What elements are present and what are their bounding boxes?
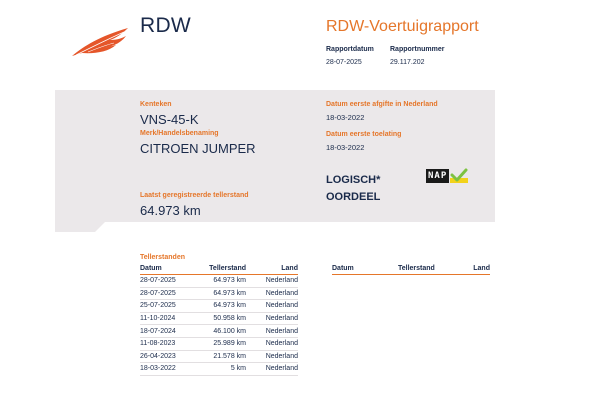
nap-badge xyxy=(426,168,468,184)
header-date: Datum xyxy=(332,265,354,272)
odometer-table-title: Tellerstanden xyxy=(140,254,185,261)
odometer-label: Laatst geregistreerde tellerstand xyxy=(140,192,249,199)
band-notch-shape xyxy=(55,222,105,232)
table-row xyxy=(140,338,298,351)
header-odometer: Tellerstand xyxy=(209,265,246,272)
odometer-value: 64.973 km xyxy=(140,203,201,218)
odometer-table-right xyxy=(332,265,490,275)
report-number-value: 29.117.202 xyxy=(390,59,425,66)
row-odometer: 50.958 km xyxy=(213,315,246,323)
row-odometer: 64.973 km xyxy=(213,277,246,285)
first-nl-field xyxy=(326,101,438,122)
row-country: Nederland xyxy=(265,340,298,348)
table-row xyxy=(140,313,298,326)
row-country: Nederland xyxy=(265,302,298,310)
table-row xyxy=(140,288,298,301)
row-date: 26-04-2023 xyxy=(140,352,176,360)
report-number-label: Rapportnummer xyxy=(390,46,445,53)
row-country: Nederland xyxy=(265,327,298,335)
header-country: Land xyxy=(281,265,298,272)
report-date xyxy=(326,46,374,66)
first-admission-label: Datum eerste toelating xyxy=(326,131,402,138)
first-nl-label: Datum eerste afgifte in Nederland xyxy=(326,101,438,108)
row-odometer: 64.973 km xyxy=(213,302,246,310)
table-body xyxy=(140,275,298,376)
table-row xyxy=(140,275,298,288)
brand-name: RDW xyxy=(140,14,192,37)
row-odometer: 25.989 km xyxy=(213,340,246,348)
verdict xyxy=(326,172,380,206)
odometer-field xyxy=(140,192,249,218)
table-row xyxy=(140,351,298,364)
first-admission-field xyxy=(326,131,401,152)
row-odometer: 21.578 km xyxy=(213,352,246,360)
row-country: Nederland xyxy=(265,277,298,285)
header-country: Land xyxy=(473,265,490,272)
table-header xyxy=(332,265,490,275)
row-country: Nederland xyxy=(265,315,298,323)
header-odometer: Tellerstand xyxy=(398,265,435,272)
report-date-label: Rapportdatum xyxy=(326,46,374,53)
plate-label: Kenteken xyxy=(140,101,172,108)
report-date-value: 28-07-2025 xyxy=(326,59,362,66)
nap-check-icon xyxy=(450,168,468,184)
nap-text: NAP xyxy=(428,171,448,181)
row-odometer: 5 km xyxy=(230,365,246,373)
row-date: 28-07-2025 xyxy=(140,277,176,285)
first-admission-value: 18-03-2022 xyxy=(326,143,365,152)
first-nl-value: 18-03-2022 xyxy=(326,113,365,122)
row-country: Nederland xyxy=(265,289,298,297)
row-date: 11-08-2023 xyxy=(140,340,176,348)
rdw-logo-icon xyxy=(70,26,132,58)
verdict-line1: LOGISCH* xyxy=(326,174,381,186)
table-row xyxy=(140,325,298,338)
report-number xyxy=(390,46,444,66)
row-country: Nederland xyxy=(265,352,298,360)
make-field xyxy=(140,130,256,156)
row-odometer: 64.973 km xyxy=(213,289,246,297)
table-row xyxy=(140,300,298,313)
make-value: CITROEN JUMPER xyxy=(140,141,256,156)
plate-field xyxy=(140,101,199,127)
row-date: 11-10-2024 xyxy=(140,315,176,323)
make-label: Merk/Handelsbenaming xyxy=(140,130,219,137)
header-date: Datum xyxy=(140,265,162,272)
row-date: 18-03-2022 xyxy=(140,365,176,373)
row-odometer: 46.100 km xyxy=(213,327,246,335)
table-header xyxy=(140,265,298,275)
verdict-line2: OORDEEL xyxy=(326,191,381,203)
table-row xyxy=(140,363,298,376)
row-country: Nederland xyxy=(265,365,298,373)
row-date: 28-07-2025 xyxy=(140,289,176,297)
row-date: 25-07-2025 xyxy=(140,302,176,310)
report-title: RDW-Voertuigrapport xyxy=(326,18,479,35)
plate-value: VNS-45-K xyxy=(140,112,199,127)
odometer-table-left xyxy=(140,265,298,376)
row-date: 18-07-2024 xyxy=(140,327,176,335)
